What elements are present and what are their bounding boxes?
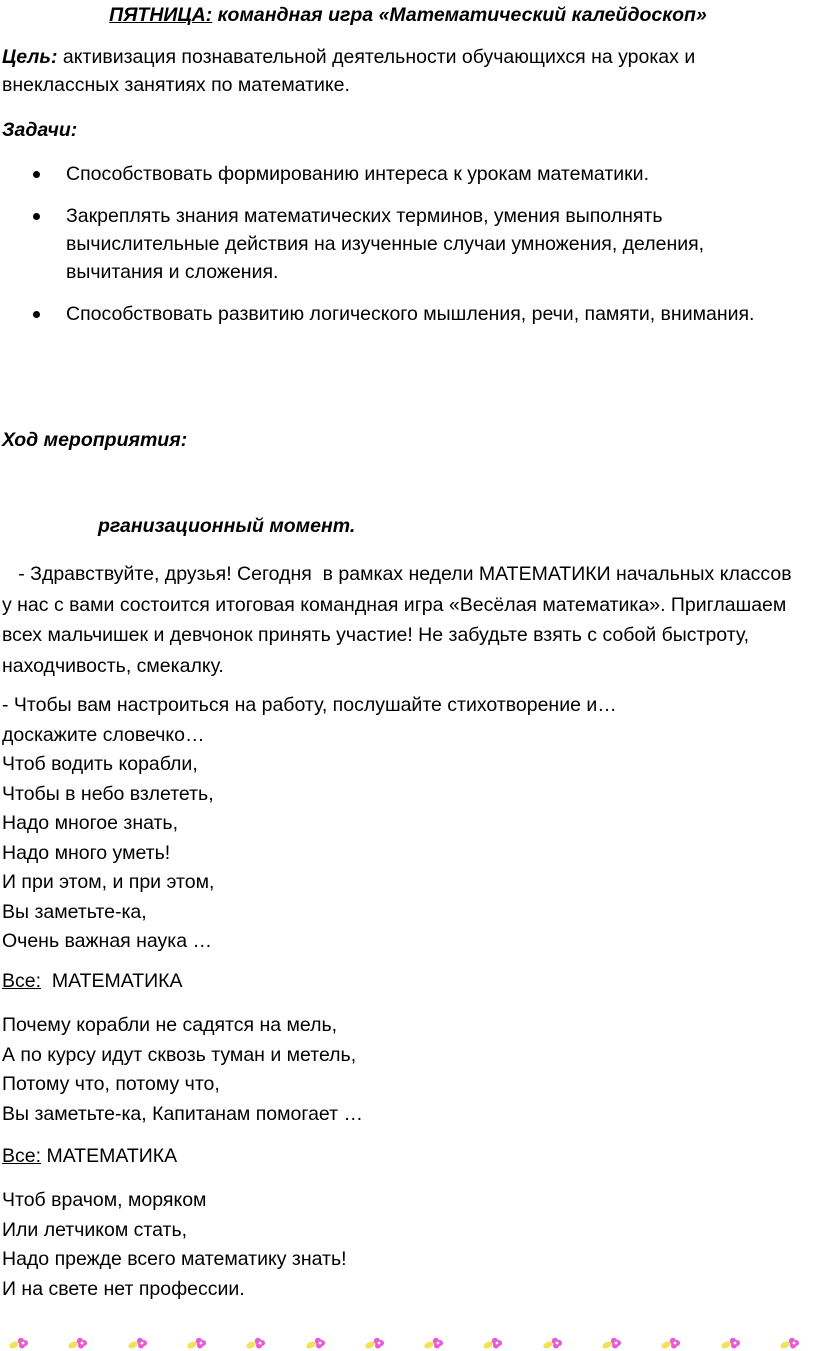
goal-label: Цель: [2, 46, 58, 68]
flower-icon [482, 1335, 506, 1351]
tasks-heading: Задачи: [2, 119, 78, 141]
title-text: командная игра «Математический калейдоскоп» [212, 4, 707, 26]
flower-icon [720, 1335, 744, 1351]
poem-line: Почему корабли не садятся на мель, [2, 1014, 338, 1036]
intro-line: доскажите словечко… [2, 723, 205, 746]
flower-icon [245, 1335, 269, 1351]
poem-2 [2, 1011, 363, 1129]
poem-line: Потому что, потому что, [2, 1073, 220, 1095]
intro-line: - Чтобы вам настроиться на работу, послушайте стихотворение и… [2, 694, 617, 716]
list-item [0, 202, 804, 286]
poem-line: Надо прежде всего математику знать! [2, 1248, 347, 1270]
flower-border [0, 1335, 816, 1351]
intro-lines [2, 691, 617, 750]
task-text: Закреплять знания математических терминов, умения выполнять вычислительные действия на изученные случаи умножения, деления, вычитания и сложения. [66, 205, 705, 283]
bullet-icon [33, 171, 40, 178]
list-item [0, 160, 804, 188]
poem-1 [2, 750, 214, 957]
flower-icon [186, 1335, 210, 1351]
answer-2 [2, 1142, 177, 1172]
poem-line: Надо много уметь! [2, 841, 171, 864]
poem-line: Чтоб врачом, моряком [2, 1189, 207, 1211]
poem-line: Чтоб водить корабли, [2, 753, 198, 775]
flower-icon [779, 1335, 803, 1351]
poem-3 [2, 1186, 347, 1304]
poem-line: Вы заметьте-ка, Капитанам помогает … [2, 1102, 363, 1125]
bullet-icon [33, 311, 40, 318]
poem-line: Вы заметьте-ка, [2, 900, 147, 923]
answer-label: Все: [2, 1145, 42, 1167]
answer-label: Все: [2, 970, 42, 992]
goal-text: активизация познавательной деятельности обучающихся на уроках и внеклассных занятиях по математике. [2, 46, 696, 96]
poem-line: Или летчиком стать, [2, 1218, 188, 1241]
flower-icon [127, 1335, 151, 1351]
goal-paragraph [2, 43, 804, 99]
list-item [0, 300, 804, 328]
answer-text: МАТЕМАТИКА [41, 970, 183, 992]
flower-icon [67, 1335, 91, 1351]
org-moment-heading: рганизационный момент. [98, 515, 356, 537]
course-heading: Ход мероприятия: [2, 429, 188, 451]
bullet-icon [33, 213, 40, 220]
answer-1 [2, 967, 183, 997]
answer-text: МАТЕМАТИКА [41, 1145, 178, 1167]
poem-line: Чтобы в небо взлететь, [2, 782, 214, 805]
poem-line: Надо многое знать, [2, 812, 179, 834]
task-text: Способствовать формированию интереса к урокам математики. [66, 163, 649, 185]
flower-icon [305, 1335, 329, 1351]
flower-icon [660, 1335, 684, 1351]
flower-icon [542, 1335, 566, 1351]
poem-line: И при этом, и при этом, [2, 871, 215, 893]
flower-icon [364, 1335, 388, 1351]
flower-icon [8, 1335, 32, 1351]
greeting-paragraph: - Здравствуйте, друзья! Сегодня в рамках недели МАТЕМАТИКИ начальных классов у нас с вами состоится итоговая командная игра «Весёлая математика». Приглашаем всех мальчишек и девчонок принять участие! Не забудьте взять с собой быстроту, находчивость, смекалку. [2, 563, 798, 677]
flower-icon [423, 1335, 447, 1351]
title-day: ПЯТНИЦА: [109, 4, 213, 26]
tasks-list [0, 160, 804, 342]
poem-line: Очень важная наука … [2, 930, 213, 952]
poem-line: А по курсу идут сквозь туман и метель, [2, 1043, 357, 1066]
task-text: Способствовать развитию логического мышления, речи, памяти, внимания. [66, 303, 755, 325]
page-title [0, 3, 816, 27]
poem-line: И на свете нет профессии. [2, 1277, 245, 1300]
flower-icon [601, 1335, 625, 1351]
